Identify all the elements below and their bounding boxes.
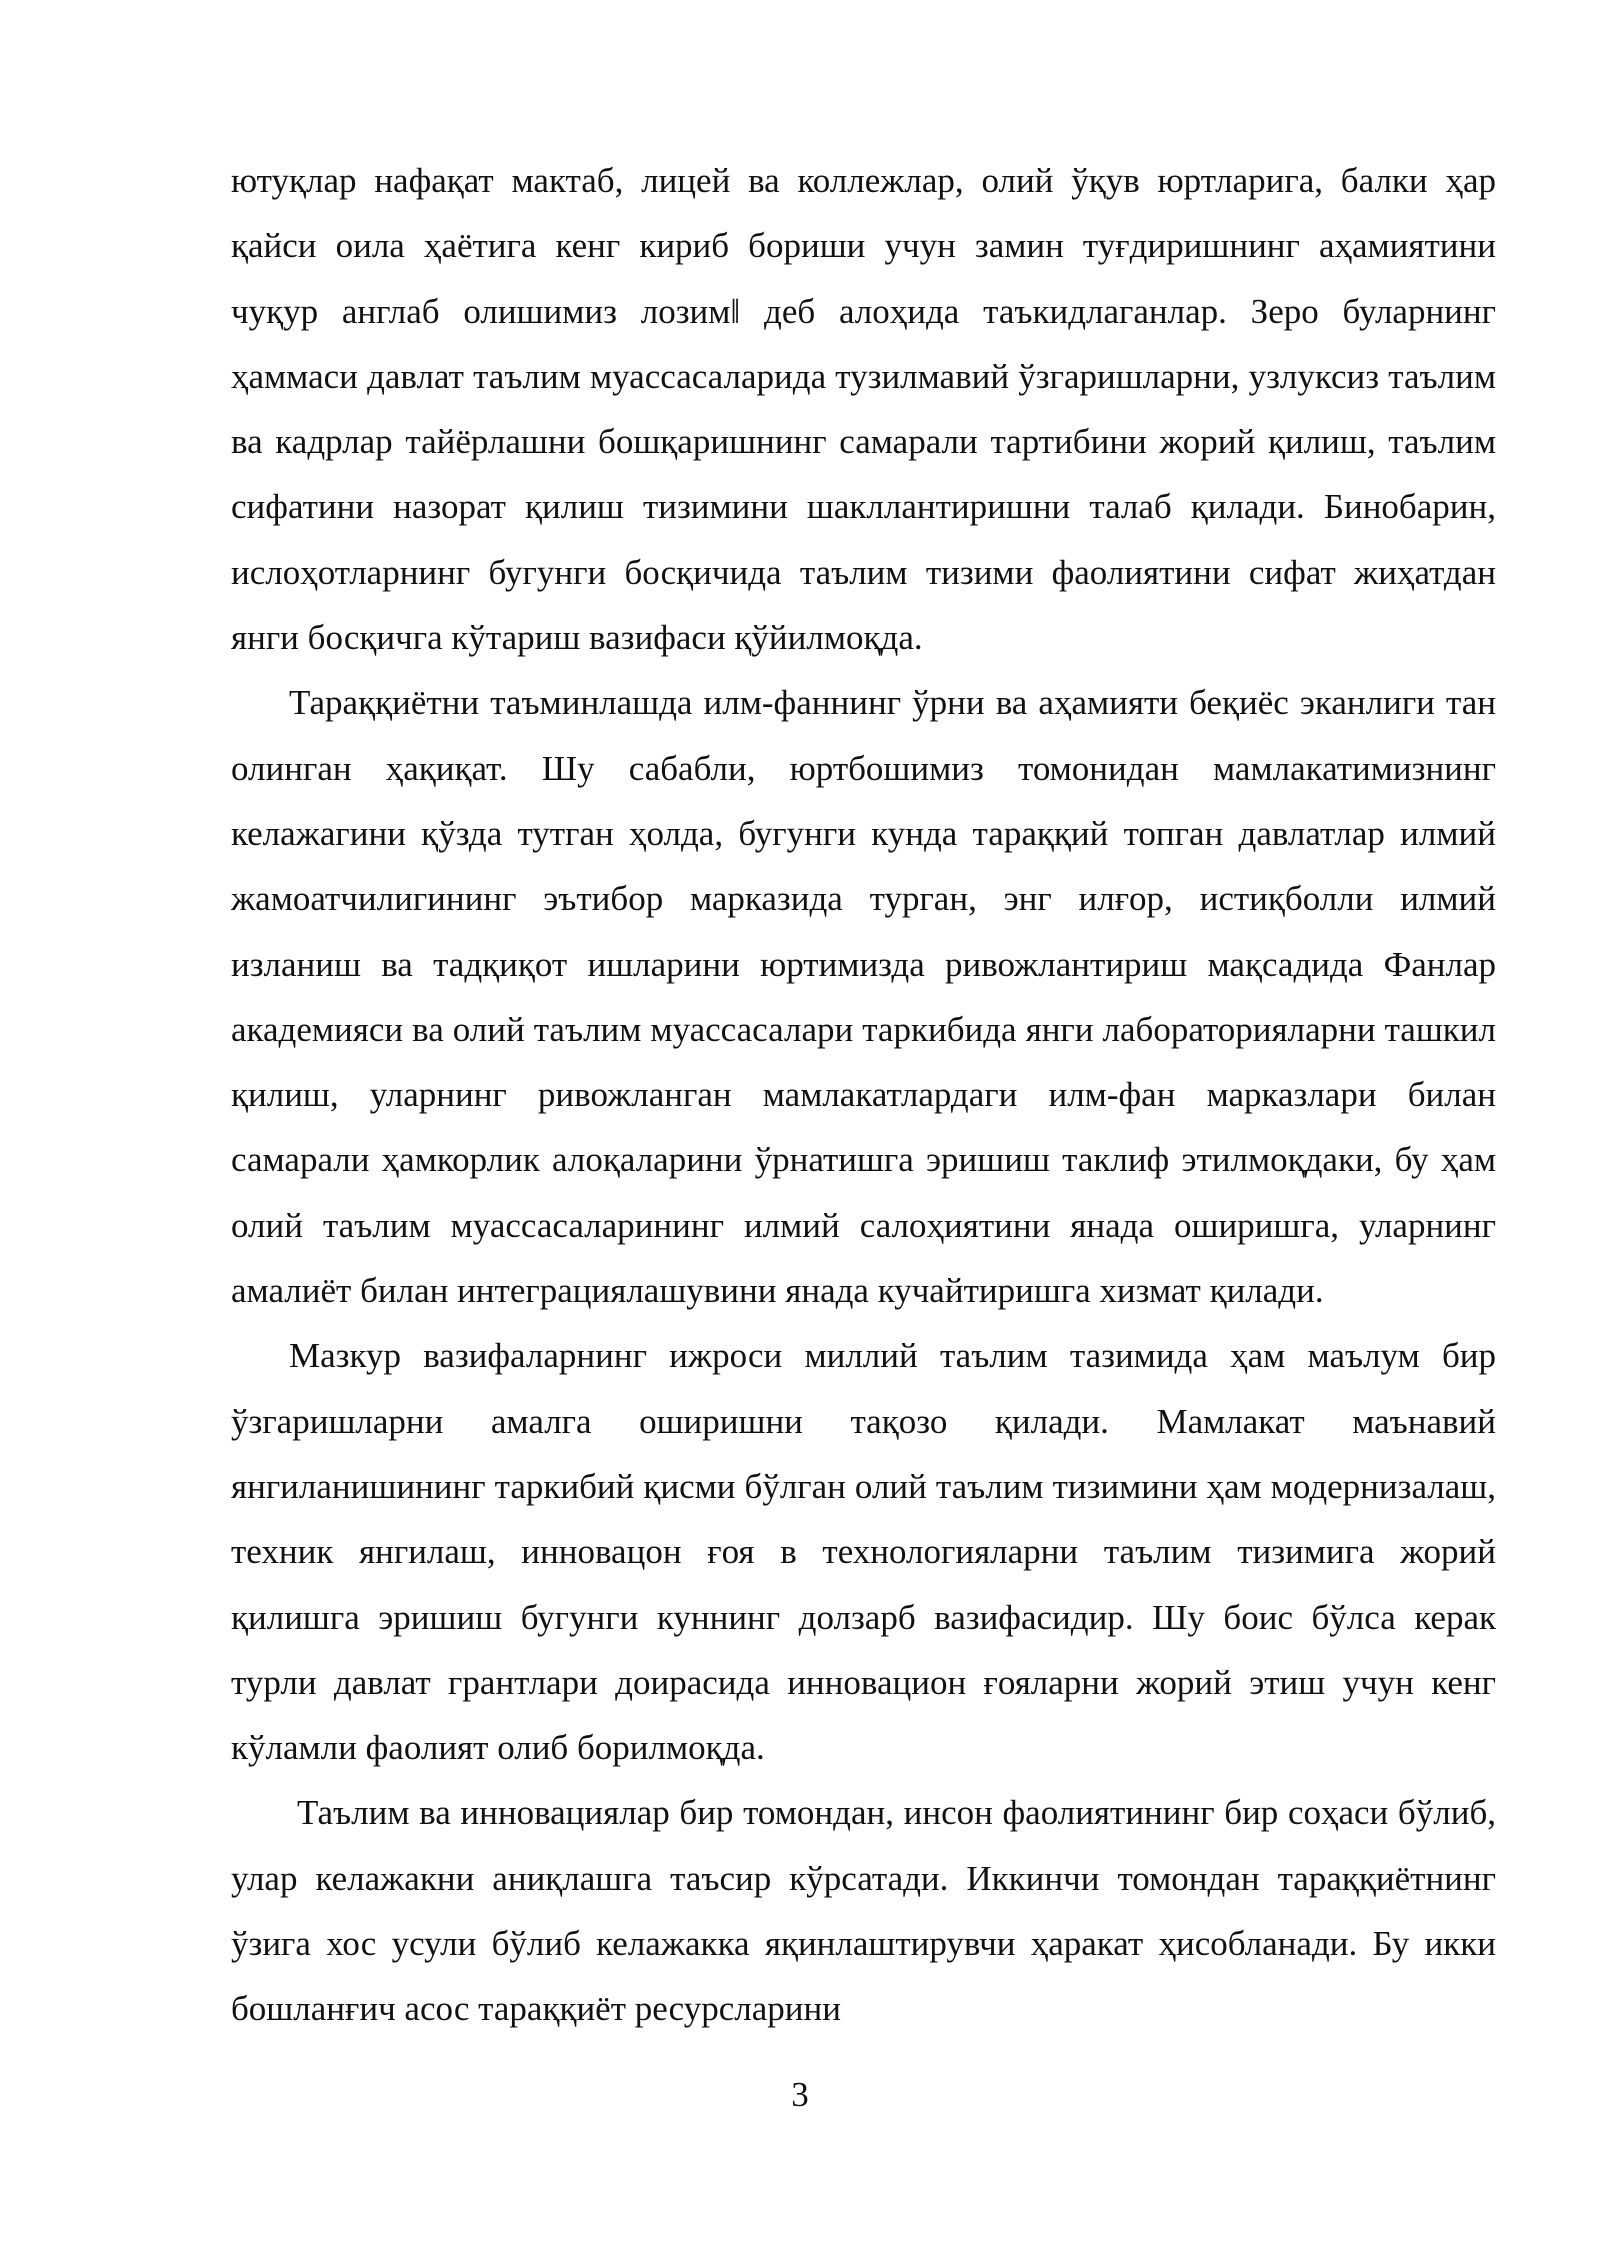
body-text bbox=[231, 148, 1496, 2042]
paragraph-4: Таълим ва инновациялар бир томондан, инсон фаолиятининг бир соҳаси бўлиб, улар келажакни аниқлашга таъсир кўрсатади. Иккинчи томондан тараққиётнинг ўзига хос усули бўлиб келажакка яқинлаштирувчи ҳаракат ҳисобланади. Бу икки бошланғич асос тараққиёт ресурсларини bbox=[231, 1793, 1496, 2029]
page-number: 3 bbox=[791, 2075, 809, 2114]
paragraph-3: Мазкур вазифаларнинг ижроси миллий таълим тазимида ҳам маълум бир ўзгаришларни амалга оширишни тақозо қилади. Мамлакат маънавий янгиланишининг таркибий қисми бўлган олий таълим тизимини ҳам модернизалаш, техник янгилаш, инновацон ғоя в технологияларни таълим тизимига жорий қилишга эришиш бугунги куннинг долзарб вазифасидир. Шу боис бўлса керак турли давлат грантлари доирасида инновацион ғояларни жорий этиш учун кенг кўламли фаолият олиб борилмоқда. bbox=[231, 1336, 1496, 1768]
paragraph-2: Тараққиётни таъминлашда илм-фаннинг ўрни ва аҳамияти беқиёс эканлиги тан олинган ҳақиқат. Шу сабабли, юртбошимиз томонидан мамлакатимизнинг келажагини қўзда тутган ҳолда, бугунги кунда тараққий топган давлатлар илмий жамоатчилигининг эътибор марказида турган, энг илғор, истиқболли илмий изланиш ва тадқиқот ишларини юртимизда ривожлантириш мақсадида Фанлар академияси ва олий таълим муассасалари таркибида янги лабораторияларни ташкил қилиш, уларнинг ривожланган мамлакатлардаги илм-фан марказлари билан самарали ҳамкорлик алоқаларини ўрнатишга эришиш таклиф этилмоқдаки, бу ҳам олий таълим муассасаларининг илмий салоҳиятини янада оширишга, уларнинг амалиёт билан интеграциялашувини янада кучайтиришга хизмат қилади. bbox=[231, 683, 1496, 1311]
paragraph-1: ютуқлар нафақат мактаб, лицей ва коллежлар, олий ўқув юртларига, балки ҳар қайси оила ҳаётига кенг кириб бориши учун замин туғдиришнинг аҳамиятини чуқур англаб олишимиз лозим‖ деб алоҳида таъкидлаганлар. Зеро буларнинг ҳаммаси давлат таълим муассасаларида тузилмавий ўзгаришларни, узлуксиз таълим ва кадрлар тайёрлашни бошқаришнинг самарали тартибини жорий қилиш, таълим сифатини назорат қилиш тизимини шакллантиришни талаб қилади. Бинобарин, ислоҳотларнинг бугунги босқичида таълим тизими фаолиятини сифат жиҳатдан янги босқичга кўтариш вазифаси қўйилмоқда. bbox=[231, 161, 1496, 658]
